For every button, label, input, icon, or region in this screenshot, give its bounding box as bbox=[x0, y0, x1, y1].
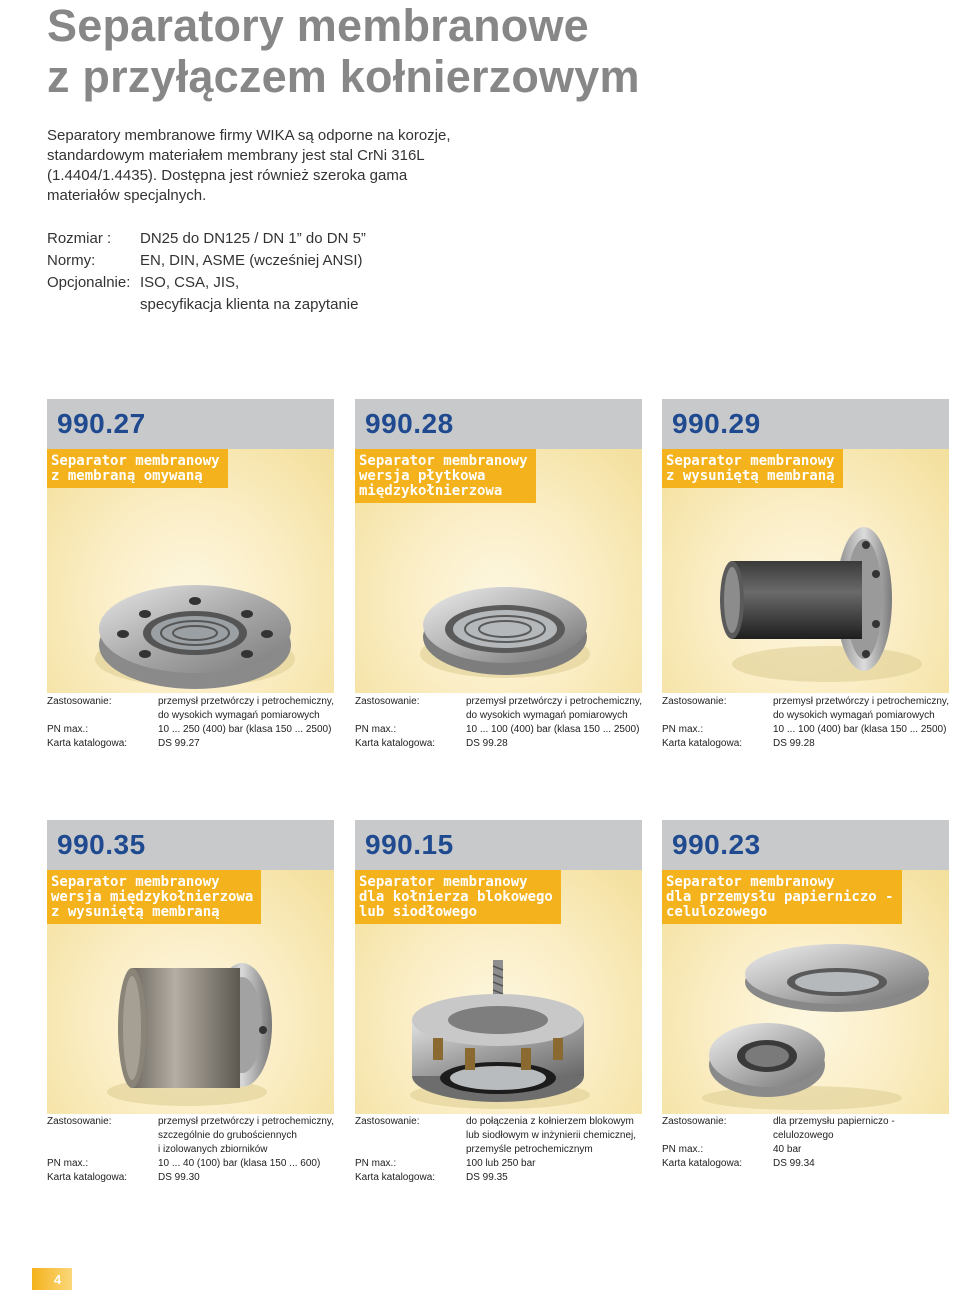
subtitle-line: Separator membranowy bbox=[51, 874, 220, 890]
spec-list bbox=[47, 228, 366, 316]
application-value: lub siodłowym w inżynierii chemicznej, bbox=[466, 1130, 637, 1141]
page-number: 4 bbox=[32, 1268, 72, 1290]
pn-value: 10 ... 40 (100) bar (klasa 150 ... 600) bbox=[158, 1158, 321, 1169]
product-code: 990.28 bbox=[365, 408, 454, 439]
spec-row-optional bbox=[47, 272, 366, 294]
application-label: Zastosowanie: bbox=[47, 1116, 112, 1127]
application-value: przemysł przetwórczy i petrochemiczny, bbox=[773, 696, 949, 707]
subtitle-line: dla przemysłu papierniczo - bbox=[666, 889, 894, 905]
application-value: przemysł przetwórczy i petrochemiczny, bbox=[158, 1116, 334, 1127]
application-value: do wysokich wymagań pomiarowych bbox=[466, 710, 628, 721]
catalog-label: Karta katalogowa: bbox=[355, 738, 436, 749]
pn-value: 100 lub 250 bar bbox=[466, 1158, 536, 1169]
subtitle-line: Separator membranowy bbox=[51, 453, 220, 469]
spec-value: DN25 do DN125 / DN 1” do DN 5” bbox=[140, 230, 366, 247]
subtitle-line: dla kołnierza blokowego bbox=[359, 889, 553, 905]
pn-label: PN max.: bbox=[47, 1158, 89, 1169]
subtitle-line: z wysuniętą membraną bbox=[666, 468, 835, 484]
product-code: 990.15 bbox=[365, 829, 454, 860]
product-subtitle bbox=[47, 870, 261, 924]
pn-label: PN max.: bbox=[355, 724, 397, 735]
product-code: 990.27 bbox=[57, 408, 146, 439]
spec-row-optional-cont bbox=[47, 294, 366, 316]
application-value: przemyśle petrochemicznym bbox=[466, 1144, 593, 1155]
catalog-value: DS 99.35 bbox=[466, 1172, 508, 1183]
product-info-990-23 bbox=[662, 1115, 957, 1171]
catalog-value: DS 99.28 bbox=[773, 738, 815, 749]
pn-label: PN max.: bbox=[662, 724, 704, 735]
product-code: 990.29 bbox=[672, 408, 761, 439]
pn-value: 10 ... 250 (400) bar (klasa 150 ... 2500) bbox=[158, 724, 332, 735]
subtitle-line: lub siodłowego bbox=[359, 904, 478, 920]
page-title-line1: Separatory membranowe bbox=[47, 0, 589, 51]
page-title bbox=[47, 0, 640, 102]
product-info-990-28 bbox=[355, 695, 650, 751]
catalog-value: DS 99.27 bbox=[158, 738, 200, 749]
pn-value: 40 bar bbox=[773, 1144, 802, 1155]
pn-value: 10 ... 100 (400) bar (klasa 150 ... 2500) bbox=[773, 724, 947, 735]
catalog-label: Karta katalogowa: bbox=[355, 1172, 436, 1183]
intro-paragraph: Separatory membranowe firmy WIKA są odporne na korozje, standardowym materiałem membrany jest stal CrNi 316L (1.4404/1.4435). Dostępna jest również szeroka gama materiałów specjalnych. bbox=[47, 127, 451, 204]
application-value: celulozowego bbox=[773, 1130, 834, 1141]
spec-value: ISO, CSA, JIS, bbox=[140, 274, 240, 291]
product-subtitle bbox=[662, 449, 843, 488]
subtitle-line: Separator membranowy bbox=[359, 874, 528, 890]
spec-label: Opcjonalnie: bbox=[47, 274, 131, 291]
product-info-990-15 bbox=[355, 1115, 650, 1185]
spec-row-norms bbox=[47, 250, 366, 272]
product-info-990-35 bbox=[47, 1115, 342, 1185]
application-value: przemysł przetwórczy i petrochemiczny, bbox=[158, 696, 334, 707]
application-label: Zastosowanie: bbox=[47, 696, 112, 707]
subtitle-line: międzykołnierzowa bbox=[359, 483, 503, 499]
pn-value: 10 ... 100 (400) bar (klasa 150 ... 2500) bbox=[466, 724, 640, 735]
pn-label: PN max.: bbox=[47, 724, 89, 735]
application-value: do wysokich wymagań pomiarowych bbox=[158, 710, 320, 721]
catalog-value: DS 99.34 bbox=[773, 1158, 815, 1169]
application-value: do połączenia z kołnierzem blokowym bbox=[466, 1116, 634, 1127]
spec-value: specyfikacja klienta na zapytanie bbox=[140, 296, 359, 313]
spec-value: EN, DIN, ASME (wcześniej ANSI) bbox=[140, 252, 363, 269]
catalog-label: Karta katalogowa: bbox=[662, 1158, 743, 1169]
catalog-label: Karta katalogowa: bbox=[662, 738, 743, 749]
product-card-990-15 bbox=[355, 820, 642, 1114]
subtitle-line: Separator membranowy bbox=[359, 453, 528, 469]
product-card-990-35 bbox=[47, 820, 334, 1114]
catalog-value: DS 99.30 bbox=[158, 1172, 200, 1183]
subtitle-line: z wysuniętą membraną bbox=[51, 904, 220, 920]
application-label: Zastosowanie: bbox=[662, 1116, 727, 1127]
product-subtitle bbox=[47, 449, 228, 488]
subtitle-line: Separator membranowy bbox=[666, 874, 835, 890]
catalog-value: DS 99.28 bbox=[466, 738, 508, 749]
product-code: 990.23 bbox=[672, 829, 761, 860]
subtitle-line: wersja płytkowa bbox=[359, 468, 486, 484]
page-title-line2: z przyłączem kołnierzowym bbox=[47, 51, 640, 102]
product-info-990-27 bbox=[47, 695, 342, 751]
application-label: Zastosowanie: bbox=[355, 1116, 420, 1127]
application-value: szczególnie do grubościennych bbox=[158, 1130, 297, 1141]
spec-label: Rozmiar : bbox=[47, 230, 112, 247]
application-label: Zastosowanie: bbox=[662, 696, 727, 707]
application-value: przemysł przetwórczy i petrochemiczny, bbox=[466, 696, 642, 707]
subtitle-line: wersja międzykołnierzowa bbox=[51, 889, 254, 905]
product-info-990-29 bbox=[662, 695, 957, 751]
spec-label: Normy: bbox=[47, 252, 96, 269]
product-card-990-29 bbox=[662, 399, 949, 693]
application-value: dla przemysłu papierniczo - bbox=[773, 1116, 895, 1127]
application-value: do wysokich wymagań pomiarowych bbox=[773, 710, 935, 721]
pn-label: PN max.: bbox=[355, 1158, 397, 1169]
product-code: 990.35 bbox=[57, 829, 146, 860]
catalog-label: Karta katalogowa: bbox=[47, 1172, 128, 1183]
subtitle-line: celulozowego bbox=[666, 904, 768, 920]
product-subtitle bbox=[662, 870, 902, 924]
pn-label: PN max.: bbox=[662, 1144, 704, 1155]
product-card-990-23 bbox=[662, 820, 949, 1114]
spec-label bbox=[47, 294, 140, 316]
product-subtitle bbox=[355, 449, 536, 503]
subtitle-line: z membraną omywaną bbox=[51, 468, 203, 484]
product-card-990-27 bbox=[47, 399, 334, 693]
product-subtitle bbox=[355, 870, 561, 924]
product-card-990-28 bbox=[355, 399, 642, 693]
subtitle-line: Separator membranowy bbox=[666, 453, 835, 469]
application-label: Zastosowanie: bbox=[355, 696, 420, 707]
application-value: i izolowanych zbiorników bbox=[158, 1144, 268, 1155]
spec-row-size bbox=[47, 228, 366, 250]
catalog-label: Karta katalogowa: bbox=[47, 738, 128, 749]
